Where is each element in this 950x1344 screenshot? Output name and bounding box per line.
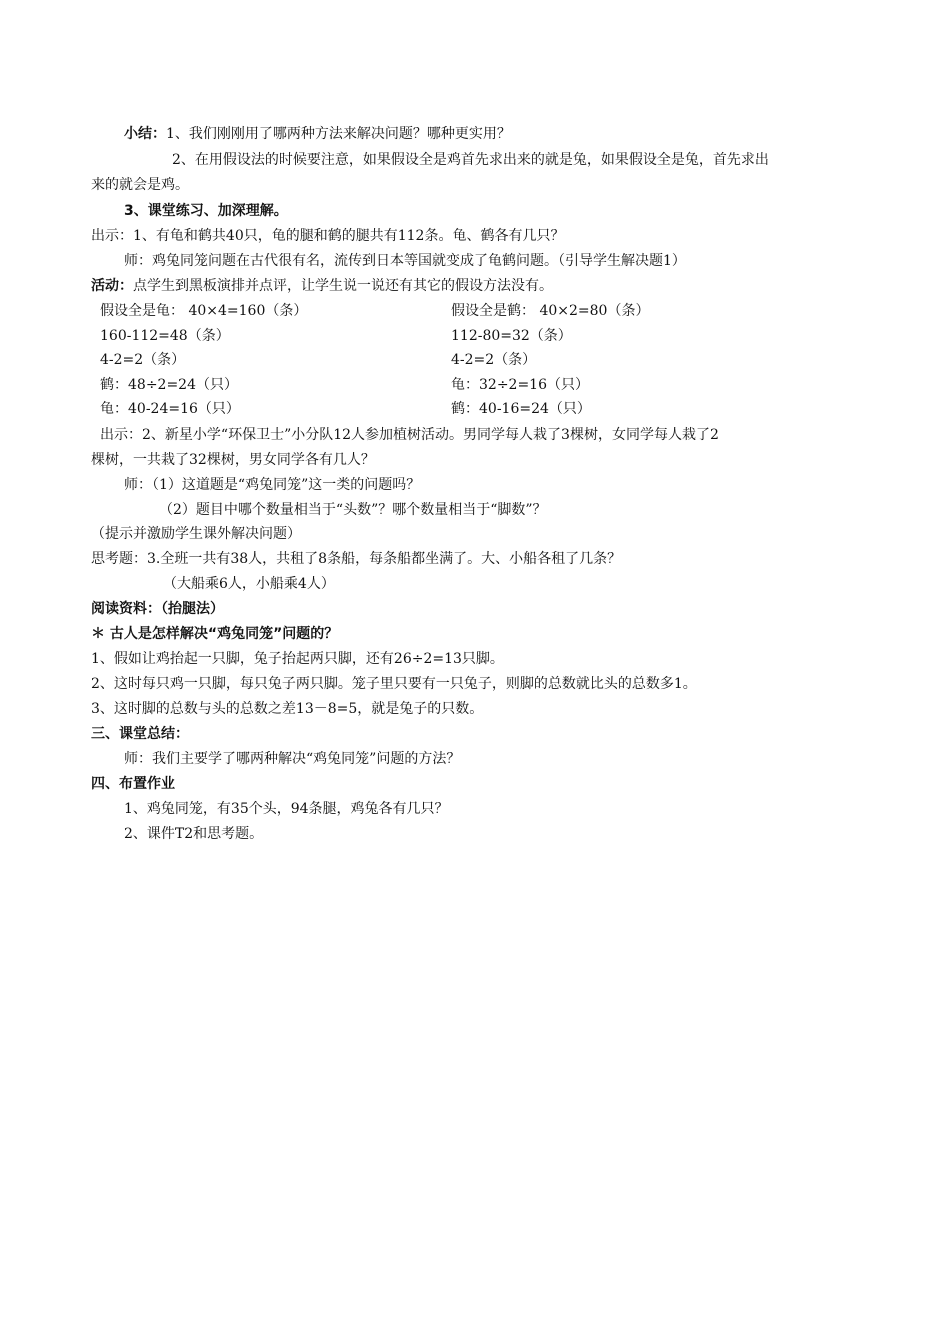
homework-item-2: 2、课件T2和思考题。 bbox=[124, 826, 264, 842]
calc-right-5: 鹤：40-16=24（只） bbox=[451, 401, 591, 417]
problem2-teacher-q2: （2）题目中哪个数量相当于“头数”？哪个数量相当于“脚数”？ bbox=[159, 502, 547, 518]
calc-right-2: 112-80=32（条） bbox=[451, 328, 572, 344]
calc-right-4: 龟：32÷2=16（只） bbox=[451, 377, 589, 393]
practice-show-1: 出示：1、有龟和鹤共40只，龟的腿和鹤的腿共有112条。龟、鹤各有几只？ bbox=[91, 228, 565, 244]
calc-right-1: 假设全是鹤： 40×2=80（条） bbox=[451, 303, 650, 319]
reading-item-2: 2、这时每只鸡一只脚，每只兔子两只脚。笼子里只要有一只兔子，则脚的总数就比头的总数多1。 bbox=[91, 676, 697, 692]
activity-text: 点学生到黑板演排并点评，让学生说一说还有其它的假设方法没有。 bbox=[133, 278, 553, 294]
summary2-heading: 三、课堂总结： bbox=[91, 726, 189, 742]
calc-left-4: 鹤：48÷2=24（只） bbox=[100, 377, 238, 393]
practice-activity bbox=[91, 276, 553, 296]
calc-left-2: 160-112=48（条） bbox=[100, 328, 230, 344]
activity-label: 活动： bbox=[91, 278, 133, 294]
problem2-hint: （提示并激励学生课外解决问题） bbox=[91, 526, 301, 542]
think-question: 思考题：3.全班一共有38人，共租了8条船，每条船都坐满了。大、小船各租了几条？ bbox=[91, 551, 622, 567]
reading-item-1: 1、假如让鸡抬起一只脚，兔子抬起两只脚，还有26÷2=13只脚。 bbox=[91, 651, 504, 667]
summary-line-2: 2、在用假设法的时候要注意，如果假设全是鸡首先求出来的就是兔，如果假设全是兔，首先求出 bbox=[172, 152, 769, 168]
calc-left-5: 龟：40-24=16（只） bbox=[100, 401, 240, 417]
summary-line-3: 来的就会是鸡。 bbox=[91, 177, 189, 193]
homework-item-1: 1、鸡兔同笼，有35个头，94条腿，鸡兔各有几只？ bbox=[124, 801, 449, 817]
problem2-line-1: 出示：2、新星小学“环保卫士”小分队12人参加植树活动。男同学每人栽了3棵树，女同学每人栽了2 bbox=[100, 427, 719, 443]
practice-teacher-1: 师：鸡兔同笼问题在古代很有名，流传到日本等国就变成了龟鹤问题。（引导学生解决题1） bbox=[124, 253, 686, 269]
problem2-line-2: 棵树，一共栽了32棵树，男女同学各有几人？ bbox=[91, 452, 375, 468]
summary-line-1 bbox=[124, 124, 511, 144]
summary-label: 小结： bbox=[124, 126, 166, 142]
calc-left-1: 假设全是龟： 40×4=160（条） bbox=[100, 303, 308, 319]
homework-heading: 四、布置作业 bbox=[91, 776, 175, 792]
problem2-teacher-q1: 师：（1）这道题是“鸡兔同笼”这一类的问题吗？ bbox=[124, 477, 421, 493]
think-note: （大船乘6人，小船乘4人） bbox=[163, 576, 335, 592]
summary2-text: 师：我们主要学了哪两种解决“鸡兔同笼”问题的方法？ bbox=[124, 751, 461, 767]
reading-heading: 阅读资料：（抬腿法） bbox=[91, 601, 224, 617]
calc-right-3: 4-2=2（条） bbox=[451, 352, 537, 368]
practice-heading: 3、课堂练习、加深理解。 bbox=[124, 203, 288, 219]
summary-text-1: 1、我们刚刚用了哪两种方法来解决问题？哪种更实用？ bbox=[166, 126, 511, 142]
reading-subheading: ＊ 古人是怎样解决“鸡兔同笼”问题的？ bbox=[91, 626, 339, 642]
calc-left-3: 4-2=2（条） bbox=[100, 352, 186, 368]
reading-item-3: 3、这时脚的总数与头的总数之差13－8=5，就是兔子的只数。 bbox=[91, 701, 484, 717]
